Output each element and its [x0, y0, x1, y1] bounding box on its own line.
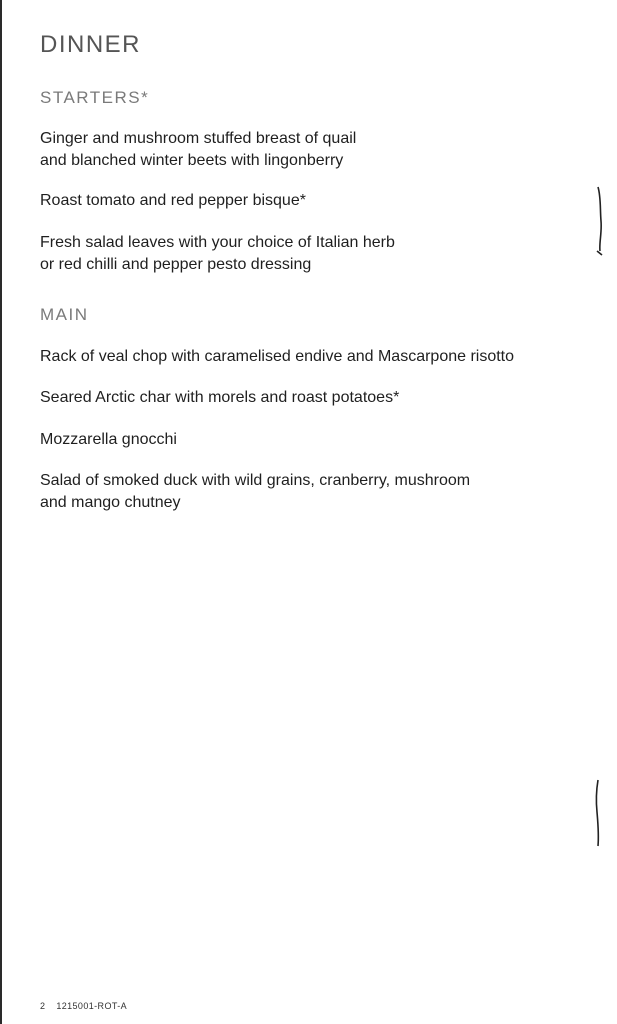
menu-item-line: Mozzarella gnocchi [40, 431, 177, 448]
section-heading-starters: STARTERS* [40, 88, 150, 107]
menu-item-bisque [40, 190, 306, 212]
page-footer [40, 1001, 127, 1011]
menu-item-salad-leaves [40, 232, 395, 276]
menu-item-gnocchi [40, 429, 177, 451]
menu-item-smoked-duck [40, 470, 470, 514]
menu-item-line: and blanched winter beets with lingonberry [40, 152, 344, 169]
menu-item-line: Seared Arctic char with morels and roast potatoes* [40, 389, 400, 406]
menu-item-arctic-char [40, 387, 399, 409]
binding-mark-bottom [590, 778, 606, 850]
menu-item-line: Ginger and mushroom stuffed breast of quail [40, 130, 357, 147]
document-code: 1215001-ROT-A [56, 1001, 128, 1011]
menu-item-line: and mango chutney [40, 494, 181, 511]
page-number: 2 [40, 1001, 46, 1011]
menu-item-line: Rack of veal chop with caramelised endive and Mascarpone risotto [40, 348, 515, 365]
menu-item-line: or red chilli and pepper pesto dressing [40, 256, 312, 273]
menu-item-line: Roast tomato and red pepper bisque* [40, 192, 306, 209]
menu-item-line: Salad of smoked duck with wild grains, cranberry, mushroom [40, 472, 471, 489]
section-heading-main: MAIN [40, 305, 89, 324]
menu-item-line: Fresh salad leaves with your choice of Italian herb [40, 234, 395, 251]
page-edge-line [0, 0, 2, 1024]
menu-item-veal [40, 346, 514, 368]
menu-item-quail [40, 128, 356, 172]
binding-mark-top [592, 185, 608, 257]
menu-title: DINNER [40, 31, 142, 58]
